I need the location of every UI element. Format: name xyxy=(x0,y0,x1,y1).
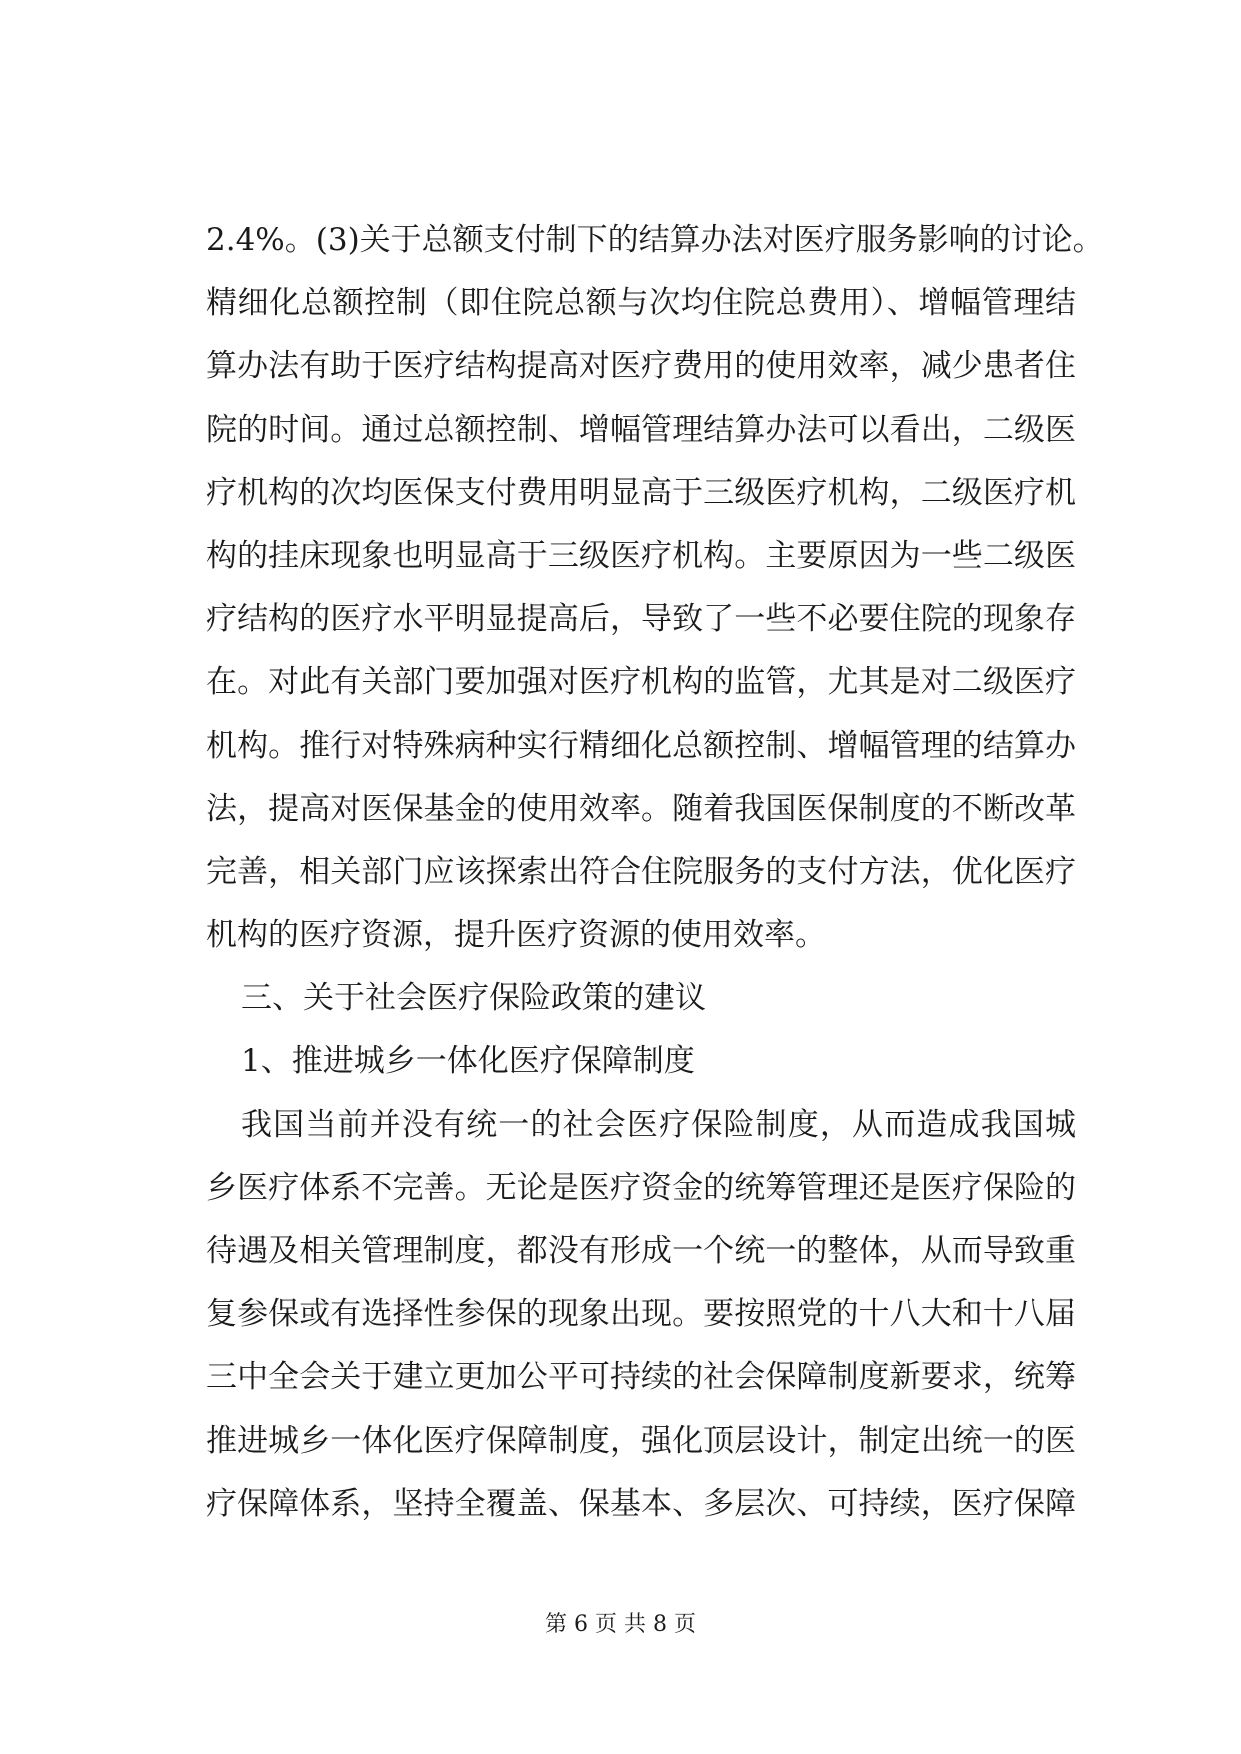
text-line-6: 构的挂床现象也明显高于三级医疗机构。主要原因为一些二级医 xyxy=(206,537,1076,574)
text-line-5: 疗机构的次均医保支付费用明显高于三级医疗机构，二级医疗机 xyxy=(206,474,1076,511)
text-line-4: 院的时间。通过总额控制、增幅管理结算办法可以看出，二级医 xyxy=(206,411,1076,448)
text-line-17: 待遇及相关管理制度，都没有形成一个统一的整体，从而导致重 xyxy=(206,1233,1076,1269)
section-heading: 三、关于社会医疗保险政策的建议 xyxy=(241,980,706,1017)
text-line-2: 精细化总额控制（即住院总额与次均住院总费用）、增幅管理结 xyxy=(206,285,1076,322)
text-line-1: 2.4%。(3)关于总额支付制下的结算办法对医疗服务影响的讨论。 xyxy=(206,222,1104,258)
document-body xyxy=(206,214,1104,1541)
text-line-10: 法，提高对医保基金的使用效率。随着我国医保制度的不断改革 xyxy=(206,790,1076,827)
page-footer: 第 6 页 共 8 页 xyxy=(545,1612,696,1637)
text-line-20: 推进城乡一体化医疗保障制度，强化顶层设计，制定出统一的医 xyxy=(206,1422,1076,1459)
text-line-8: 在。对此有关部门要加强对医疗机构的监管，尤其是对二级医疗 xyxy=(206,664,1076,701)
text-line-18: 复参保或有选择性参保的现象出现。要按照党的十八大和十八届 xyxy=(206,1296,1076,1333)
text-line-16: 乡医疗体系不完善。无论是医疗资金的统筹管理还是医疗保险的 xyxy=(206,1169,1076,1206)
text-line-12: 机构的医疗资源，提升医疗资源的使用效率。 xyxy=(206,917,826,954)
text-line-15: 我国当前并没有统一的社会医疗保险制度，从而造成我国城 xyxy=(241,1106,1076,1143)
text-line-11: 完善，相关部门应该探索出符合住院服务的支付方法，优化医疗 xyxy=(206,853,1076,890)
text-line-9: 机构。推行对特殊病种实行精细化总额控制、增幅管理的结算办 xyxy=(206,727,1076,764)
text-line-7: 疗结构的医疗水平明显提高后，导致了一些不必要住院的现象存 xyxy=(206,601,1076,638)
text-line-19: 三中全会关于建立更加公平可持续的社会保障制度新要求，统筹 xyxy=(206,1359,1076,1396)
text-line-3: 算办法有助于医疗结构提高对医疗费用的使用效率，减少患者住 xyxy=(206,348,1076,385)
subsection-heading: 1、推进城乡一体化医疗保障制度 xyxy=(241,1043,695,1080)
text-line-21: 疗保障体系，坚持全覆盖、保基本、多层次、可持续，医疗保障 xyxy=(206,1485,1076,1522)
